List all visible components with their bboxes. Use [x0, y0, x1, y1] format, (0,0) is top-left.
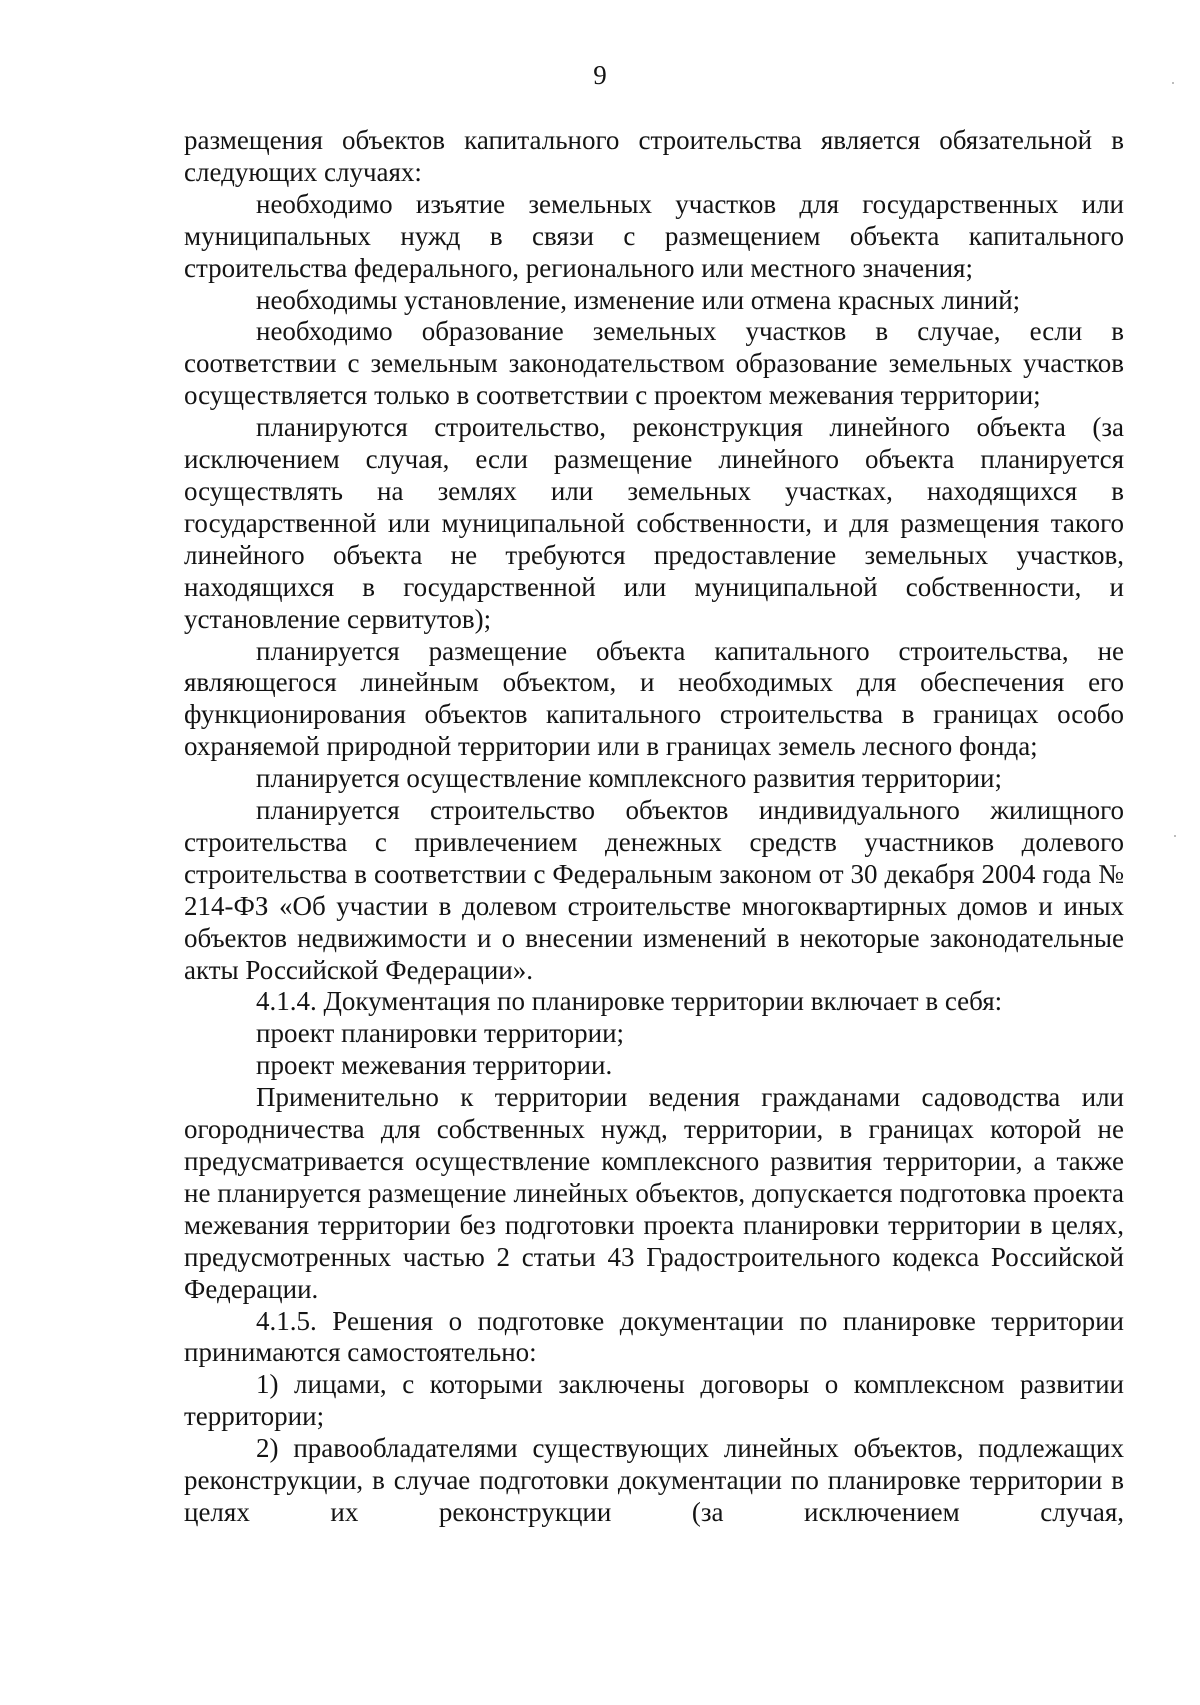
- paragraph-section-4-1-4: 4.1.4. Документация по планировке территории включает в себя:: [256, 986, 1003, 1017]
- paragraph-land-seizure: необходимо изъятие земельных участков для государственных или муниципальных нужд в связи с размещением объекта капитального строительства федерального, регионального или местного значения;: [184, 188, 1124, 283]
- document-body: [184, 125, 1124, 1529]
- paragraph-individual-housing: планируется строительство объектов индивидуального жилищного строительства с привлечением денежных средств участников долевого строительства в соответствии с Федеральным законом от 30 декабря 2004 года № 214-ФЗ «Об участии в долевом строительстве многоквартирных домов и иных объектов недвижимости и о внесении изменений в некоторые законодательные акты Российской Федерации».: [184, 795, 1124, 985]
- paragraph-surveying-project: проект межевания территории.: [256, 1050, 613, 1081]
- paragraph-item-1: 1) лицами, с которыми заключены договоры о комплексном развитии территории;: [184, 1369, 1124, 1432]
- paragraph-gardening-territory: Применительно к территории ведения гражданами садоводства или огородничества для собственных нужд, территории, в границах которой не предусматривается осуществление комплексного развития территории, а также не планируется размещение линейных объектов, допускается подготовка проекта межевания территории без подготовки проекта планировки территории в целях, предусмотренных частью 2 статьи 43 Градостроительного кодекса Российской Федерации.: [184, 1082, 1124, 1304]
- page-number: 9: [593, 60, 607, 90]
- paragraph-section-4-1-5: 4.1.5. Решения о подготовке документации по планировке территории принимаются самостоятельно:: [184, 1305, 1124, 1368]
- paragraph-protected-territory: планируется размещение объекта капитального строительства, не являющегося линейным объектом, и необходимых для обеспечения его функционирования объектов капитального строительства в границах особо охраняемой природной территории или в границах земель лесного фонда;: [184, 635, 1124, 762]
- paragraph-land-formation: необходимо образование земельных участков в случае, если в соответствии с земельным законодательством образование земельных участков осуществляется только в соответствии с проектом межевания территории;: [184, 316, 1124, 411]
- paragraph-complex-development: планируется осуществление комплексного развития территории;: [256, 763, 1002, 794]
- paragraph-planning-project: проект планировки территории;: [256, 1018, 625, 1049]
- paragraph-item-2: 2) правообладателями существующих линейных объектов, подлежащих реконструкции, в случае подготовки документации по планировке территории в целях их реконструкции (за исключением случая,: [184, 1433, 1124, 1527]
- paragraph-intro: размещения объектов капитального строительства является обязательной в следующих случаях:: [184, 125, 1124, 187]
- scan-artifact: [1172, 82, 1174, 84]
- paragraph-red-lines: необходимы установление, изменение или отмена красных линий;: [256, 284, 1021, 315]
- paragraph-linear-object: планируются строительство, реконструкция линейного объекта (за исключением случая, если размещение линейного объекта планируется осуществлять на землях или земельных участках, находящихся в государственной или муниципальной собственности, и для размещения такого линейного объекта не требуются предоставление земельных участков, находящихся в государственной или муниципальной собственности, и установление сервитутов);: [184, 412, 1124, 634]
- scan-artifact: [1174, 835, 1176, 837]
